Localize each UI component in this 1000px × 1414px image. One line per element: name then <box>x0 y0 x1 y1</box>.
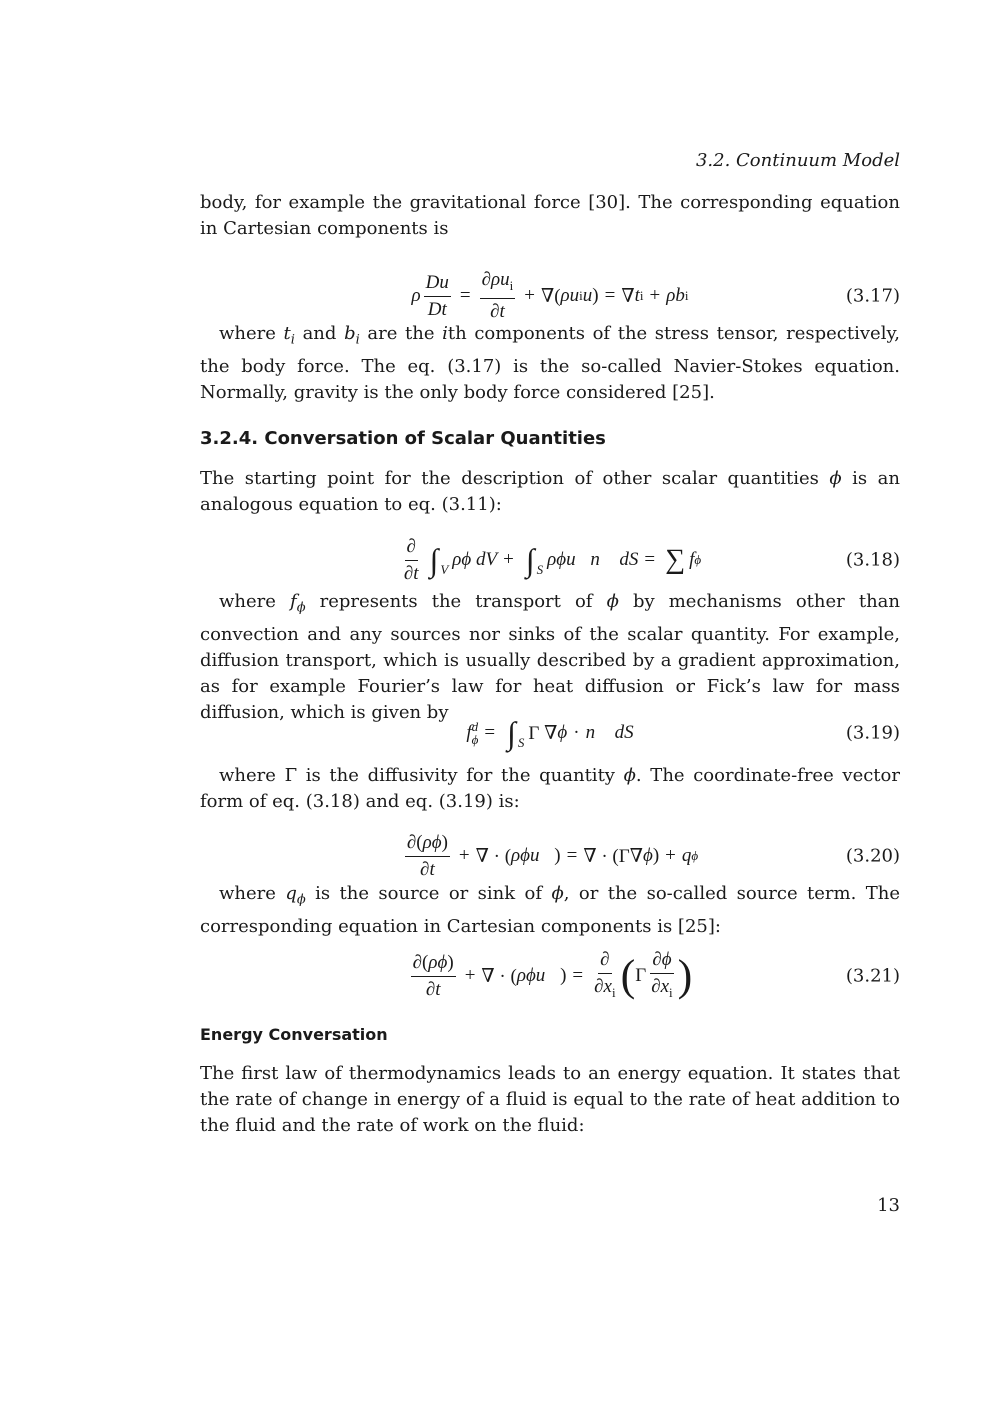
equation-number: (3.21) <box>845 965 900 987</box>
equation-body: ρ $\frac{Du}{Dt}$ = $\frac{\partial\rho u_i}{\partial t}$ + ∇( ρu i u ) = ∇ t i + ρb i <box>411 268 689 323</box>
paragraph-transport: where $f_\phi$ represents the transport of ϕ by mechanisms other than convection and any sources nor sinks of the scalar quantity. For example, diffusion transport, which is usually described by a gradient approximation, as for example Fourier’s law for heat diffusion or Fick’s law for mass diffusion, which is given by <box>200 591 900 723</box>
section-heading: 3.2.4. Conversation of Scalar Quantities <box>200 428 606 449</box>
equation-body: $\frac{\partial(\rho\phi)}{\partial t}$ + ∇ · ( ρϕu⃗ ) = ∇ · (Γ∇ ϕ ) + q ϕ <box>406 831 699 880</box>
equation-body: $\frac{\partial}{\partial t}$ ∫ V ρϕ dV + ∫ S ρϕ u⃗n⃗ dS = ∑ f ϕ <box>403 535 702 584</box>
paragraph-energy: The first law of thermodynamics leads to an energy equation. It states that the rate of change in energy of a fluid is equal to the rate of heat addition to the fluid and the rate of work on the fluid: <box>200 1063 900 1136</box>
running-header: 3.2. Continuum Model <box>695 150 900 171</box>
page-number: 13 <box>877 1195 900 1216</box>
subsection-heading: Energy Conversation <box>200 1025 388 1044</box>
equation-body: f d ϕ = ∫ S Γ ∇ ϕ · n⃗ dS <box>466 715 634 751</box>
equation-number: (3.20) <box>845 845 900 867</box>
paragraph-stress-tensor: where $t_i$ and $b_i$ are the ith components of the stress tensor, respectively, the body force. The eq. (3.17) is the so-called Navier-Stokes equation. Normally, gravity is the only body force considered [25]. <box>200 323 900 403</box>
equation-3-20 <box>200 826 900 886</box>
equation-3-17 <box>200 266 900 326</box>
equation-3-19 <box>200 703 900 763</box>
paragraph-scalar-start: The starting point for the description of other scalar quantities ϕ is an analogous equation to eq. (3.11): <box>200 468 900 515</box>
equation-body: $\frac{\partial(\rho\phi)}{\partial t}$ + ∇ · ( ρϕu⃗ ) = $\frac{\partial}{\partial x_i}$ ( Γ $\frac{\partial\phi}{\partial x_i}$ ) <box>412 948 693 1000</box>
equation-number: (3.19) <box>845 722 900 744</box>
equation-3-18 <box>200 530 900 590</box>
equation-number: (3.17) <box>845 285 900 307</box>
paragraph-source-term: where $q_\phi$ is the source or sink of ϕ, or the so-called source term. The corresponding equation in Cartesian components is [25]: <box>200 883 900 937</box>
equation-number: (3.18) <box>845 549 900 571</box>
paragraph-diffusivity: where Γ is the diffusivity for the quantity ϕ. The coordinate-free vector form of eq. (3.18) and eq. (3.19) is: <box>200 765 900 812</box>
paragraph-intro: body, for example the gravitational force [30]. The corresponding equation in Cartesian components is <box>200 192 900 239</box>
equation-3-21 <box>200 946 900 1006</box>
